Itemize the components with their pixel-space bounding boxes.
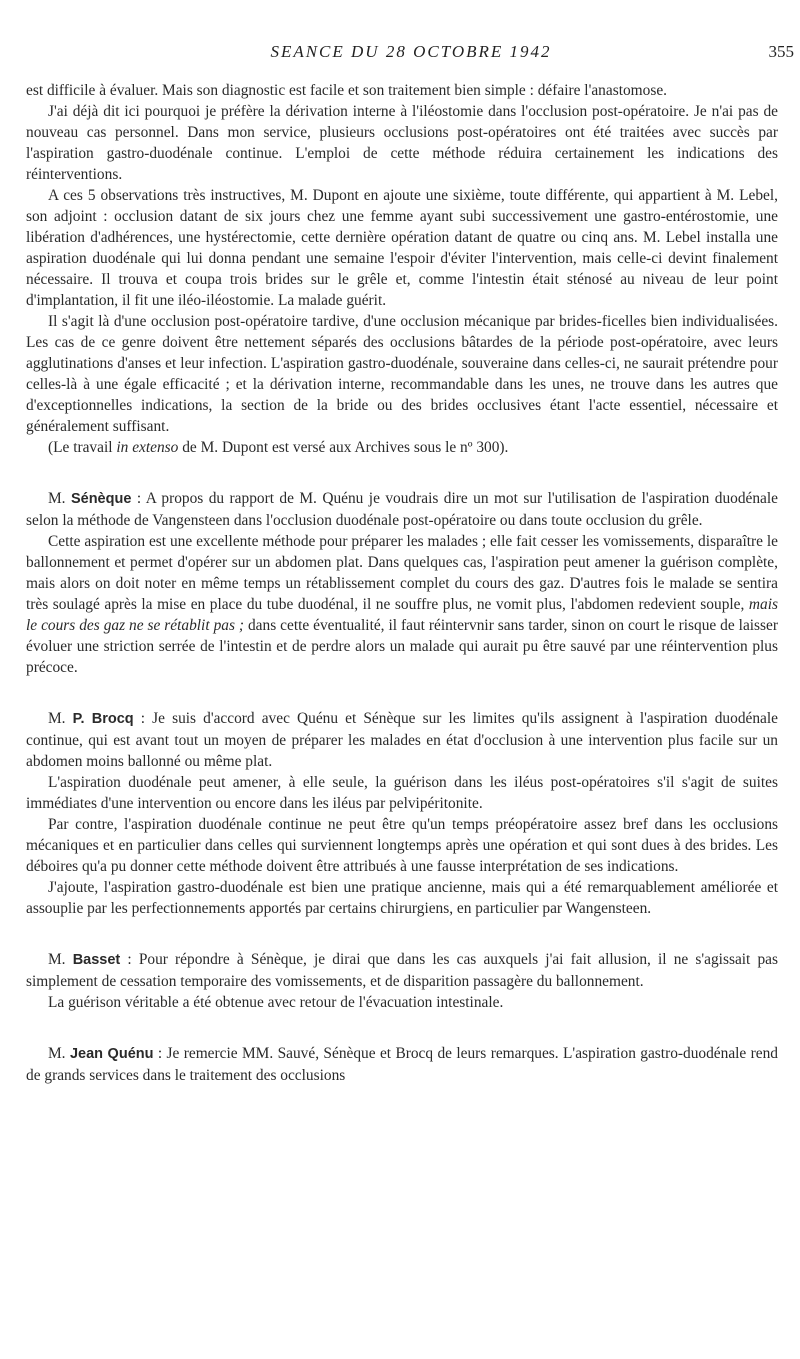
speaker-prefix: M. bbox=[48, 490, 71, 507]
paragraph: L'aspiration duodénale peut amener, à elle seule, la guérison dans les iléus post-opératoires s'il s'agit de suites immédiates d'une intervention ou encore dans les iléus par pelvipéritonite. bbox=[26, 774, 778, 812]
archive-note-text: de M. Dupont est versé aux Archives sous le nº 300). bbox=[178, 439, 509, 456]
speaker-name: Jean Quénu bbox=[69, 1046, 154, 1062]
archive-note-italic: in extenso bbox=[116, 439, 179, 456]
page-number: 355 bbox=[768, 42, 794, 61]
paragraph: Par contre, l'aspiration duodénale continue ne peut être qu'un temps préopératoire assez bref dans les occlusions mécaniques et en particulier dans celles qui surviennent longtemps après une opération et qui sont dues à des brides. Les déboires qu'a pu donner cette méthode doivent être attribués à une fausse interprétation de ses indications. bbox=[26, 816, 778, 875]
archive-note bbox=[26, 437, 778, 458]
speaker-prefix: M. bbox=[48, 1045, 70, 1062]
paragraph: J'ai déjà dit ici pourquoi je préfère la dérivation interne à l'iléostomie dans l'occlusion post-opératoire. Je n'ai pas de nouveau cas personnel. Dans mon service, plusieurs occlusions post-opératoires ont été traitées avec succès par l'aspiration gastro-duodénale continue. L'emploi de cette méthode réduira certainement les indications des réinterventions. bbox=[26, 103, 778, 183]
speaker-prefix: M. bbox=[48, 710, 73, 727]
intervention-brocq bbox=[26, 708, 778, 772]
page-header bbox=[28, 42, 794, 68]
archive-note-text: (Le travail bbox=[48, 439, 117, 456]
body-text bbox=[26, 80, 778, 1086]
paragraph-italic: mais le cours des gaz ne se rétablit pas ; bbox=[26, 596, 778, 634]
paragraph-text: dans cette éventualité, il faut réintervnir sans tarder, sinon on court le risque de laisser évoluer une striction serrée de l'intestin et de perdre alors un malade qui aurait pu être sauvé par une réintervention plus précoce. bbox=[26, 617, 778, 676]
intervention-text: : A propos du rapport de M. Quénu je voudrais dire un mot sur l'utilisation de l'aspiration duodénale selon la méthode de Vangensteen dans l'occlusion duodénale post-opératoire ou dans toute occlusion du grêle. bbox=[26, 490, 778, 529]
paragraph-text: Cette aspiration est une excellente méthode pour préparer les malades ; elle fait cesser les vomissements, disparaître le ballonnement et permet d'opérer sur un abdomen plat. Dans quelques cas, l'aspiration peut amener la guérison complète, mais alors on doit noter en même temps un rétablissement complet du cours des gaz. D'autres fois le malade se sentira très soulagé après la mise en place du tube duodénal, il ne souffre plus, ne vomit plus, l'abdomen redevient souple, bbox=[26, 533, 778, 613]
intervention-quenu bbox=[26, 1043, 778, 1086]
paragraph: Il s'agit là d'une occlusion post-opératoire tardive, d'une occlusion mécanique par brides-ficelles bien individualisées. Les cas de ce genre doivent être nettement séparés des occlusions bâtardes de la période post-opératoire, avec leurs agglutinations d'anses et leur infection. L'aspiration gastro-duodénale, souveraine dans celles-ci, ne saurait prétendre pour celles-là à une égale efficacité ; et la dérivation interne, recommandable dans les unes, ne trouve dans les autres que d'exceptionnelles indications, la section de la bride ou des brides occlusives étant l'acte essentiel, nécessaire et généralement suffisant. bbox=[26, 313, 778, 435]
speaker-name: Basset bbox=[72, 952, 121, 968]
paragraph: J'ajoute, l'aspiration gastro-duodénale est bien une pratique ancienne, mais qui a été remarquablement améliorée et assouplie par les perfectionnements apportés par certains chirurgiens, en particulier par Wangensteen. bbox=[26, 879, 778, 917]
intervention-seneque bbox=[26, 488, 778, 531]
intervention-basset bbox=[26, 949, 778, 992]
speaker-name: Sénèque bbox=[70, 491, 132, 507]
intervention-text: : Je remercie MM. Sauvé, Sénèque et Brocq de leurs remarques. L'aspiration gastro-duodénale rend de grands services dans le traitement des occlusions bbox=[26, 1045, 779, 1084]
paragraph bbox=[26, 531, 778, 678]
intervention-text: : Pour répondre à Sénèque, je dirai que dans les cas auxquels j'ai fait allusion, il ne s'agissait pas simplement de cessation temporaire des vomissements, et de disparition passagère du ballonnement. bbox=[26, 951, 778, 990]
running-title: SEANCE DU 28 OCTOBRE 1942 bbox=[270, 42, 552, 61]
speaker-prefix: M. bbox=[48, 951, 73, 968]
speaker-name: P. Brocq bbox=[72, 711, 134, 727]
paragraph: est difficile à évaluer. Mais son diagnostic est facile et son traitement bien simple : défaire l'anastomose. bbox=[26, 82, 668, 99]
intervention-text: : Je suis d'accord avec Quénu et Sénèque sur les limites qu'ils assignent à l'aspiration duodénale continue, qui est avant tout un moyen de préparer les malades en état d'occlusion à une intervention plus facile sur un abdomen moins ballonné ou même plat. bbox=[26, 710, 778, 770]
paragraph: La guérison véritable a été obtenue avec retour de l'évacuation intestinale. bbox=[48, 994, 504, 1011]
paragraph: A ces 5 observations très instructives, M. Dupont en ajoute une sixième, toute différente, qui appartient à M. Lebel, son adjoint : occlusion datant de six jours chez une femme ayant subi successivement une gastro-entérostomie, une libération d'adhérences, une hystérectomie, cette dernière opération datant de quatre ou cinq ans. M. Lebel installa une aspiration duodénale qui lui donna pendant une semaine l'espoir d'éviter l'intervention, mais celle-ci devint finalement nécessaire. Il trouva et coupa trois brides sur le grêle et, comme l'intestin était sténosé au niveau de leur point d'implantation, il fit une iléo-iléostomie. La malade guérit. bbox=[26, 187, 778, 309]
